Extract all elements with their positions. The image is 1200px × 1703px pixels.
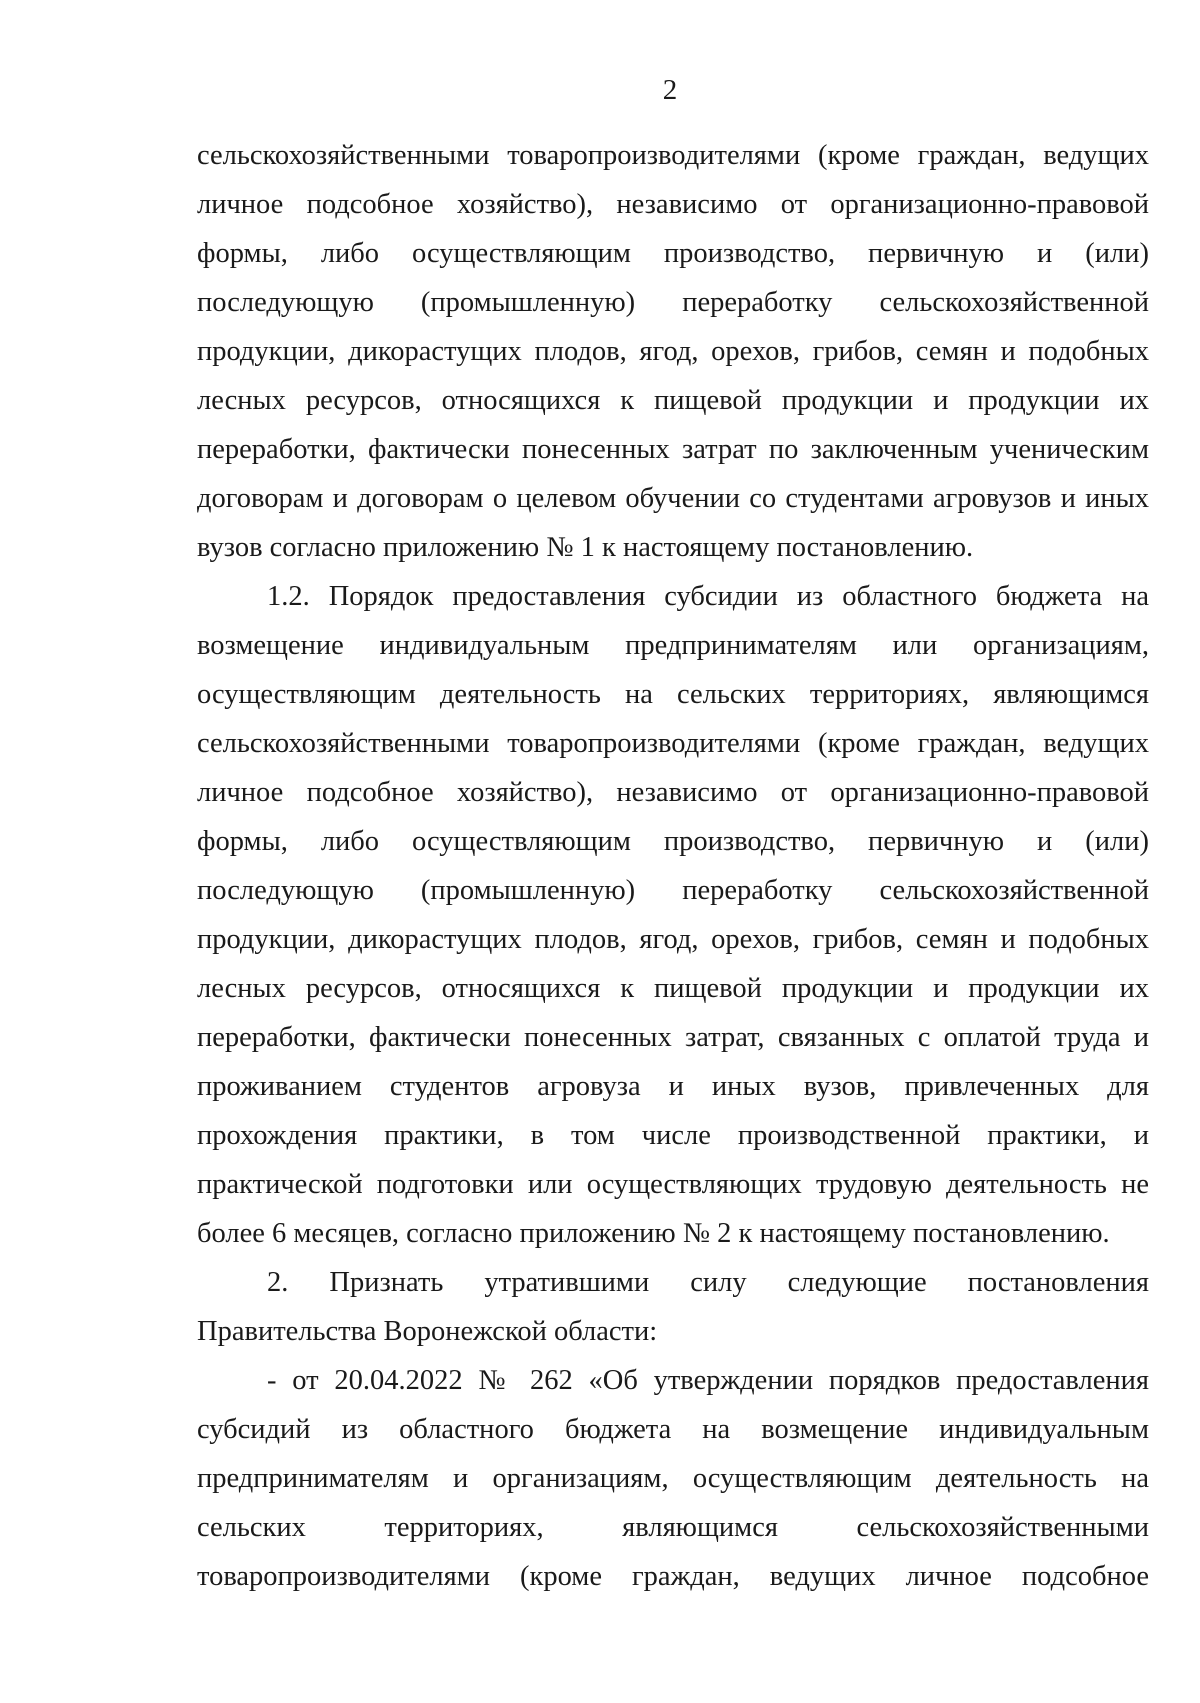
paragraph-list-item: - от 20.04.2022 № 262 «Об утверждении порядков предоставления субсидий из областного бюджета на возмещение индивидуальным предпринимателям и организациям, осуществляющим деятельность на сельских территориях, являющимся сельскохозяйственными товаропроизводителями (кроме граждан, ведущих личное подсобное (197, 1365, 1149, 1592)
paragraph-continuation: сельскохозяйственными товаропроизводителями (кроме граждан, ведущих личное подсобное хозяйство), независимо от организационно-правовой формы, либо осуществляющим производство, первичную и (или) последующую (промышленную) переработку сельскохозяйственной продукции, дикорастущих плодов, ягод, орехов, грибов, семян и подобных лесных ресурсов, относящихся к пищевой продукции и продукции их переработки, фактически понесенных затрат по заключенным ученическим договорам и договорам о целевом обучении со студентами агровузов и иных вузов согласно приложению № 1 к настоящему постановлению. (197, 140, 1149, 563)
page-number: 2 (662, 74, 678, 106)
paragraph-item-2: 2. Признать утратившими силу следующие постановления Правительства Воронежской области: (197, 1267, 1149, 1347)
document-body (197, 131, 1149, 1601)
paragraph-item-1-2: 1.2. Порядок предоставления субсидии из областного бюджета на возмещение индивидуальным предпринимателям или организациям, осуществляющим деятельность на сельских территориях, являющимся сельскохозяйственными товаропроизводителями (кроме граждан, ведущих личное подсобное хозяйство), независимо от организационно-правовой формы, либо осуществляющим производство, первичную и (или) последующую (промышленную) переработку сельскохозяйственной продукции, дикорастущих плодов, ягод, орехов, грибов, семян и подобных лесных ресурсов, относящихся к пищевой продукции и продукции их переработки, фактически понесенных затрат, связанных с оплатой труда и проживанием студентов агровуза и иных вузов, привлеченных для прохождения практики, в том числе производственной практики, и практической подготовки или осуществляющих трудовую деятельность не более 6 месяцев, согласно приложению № 2 к настоящему постановлению. (197, 581, 1149, 1249)
